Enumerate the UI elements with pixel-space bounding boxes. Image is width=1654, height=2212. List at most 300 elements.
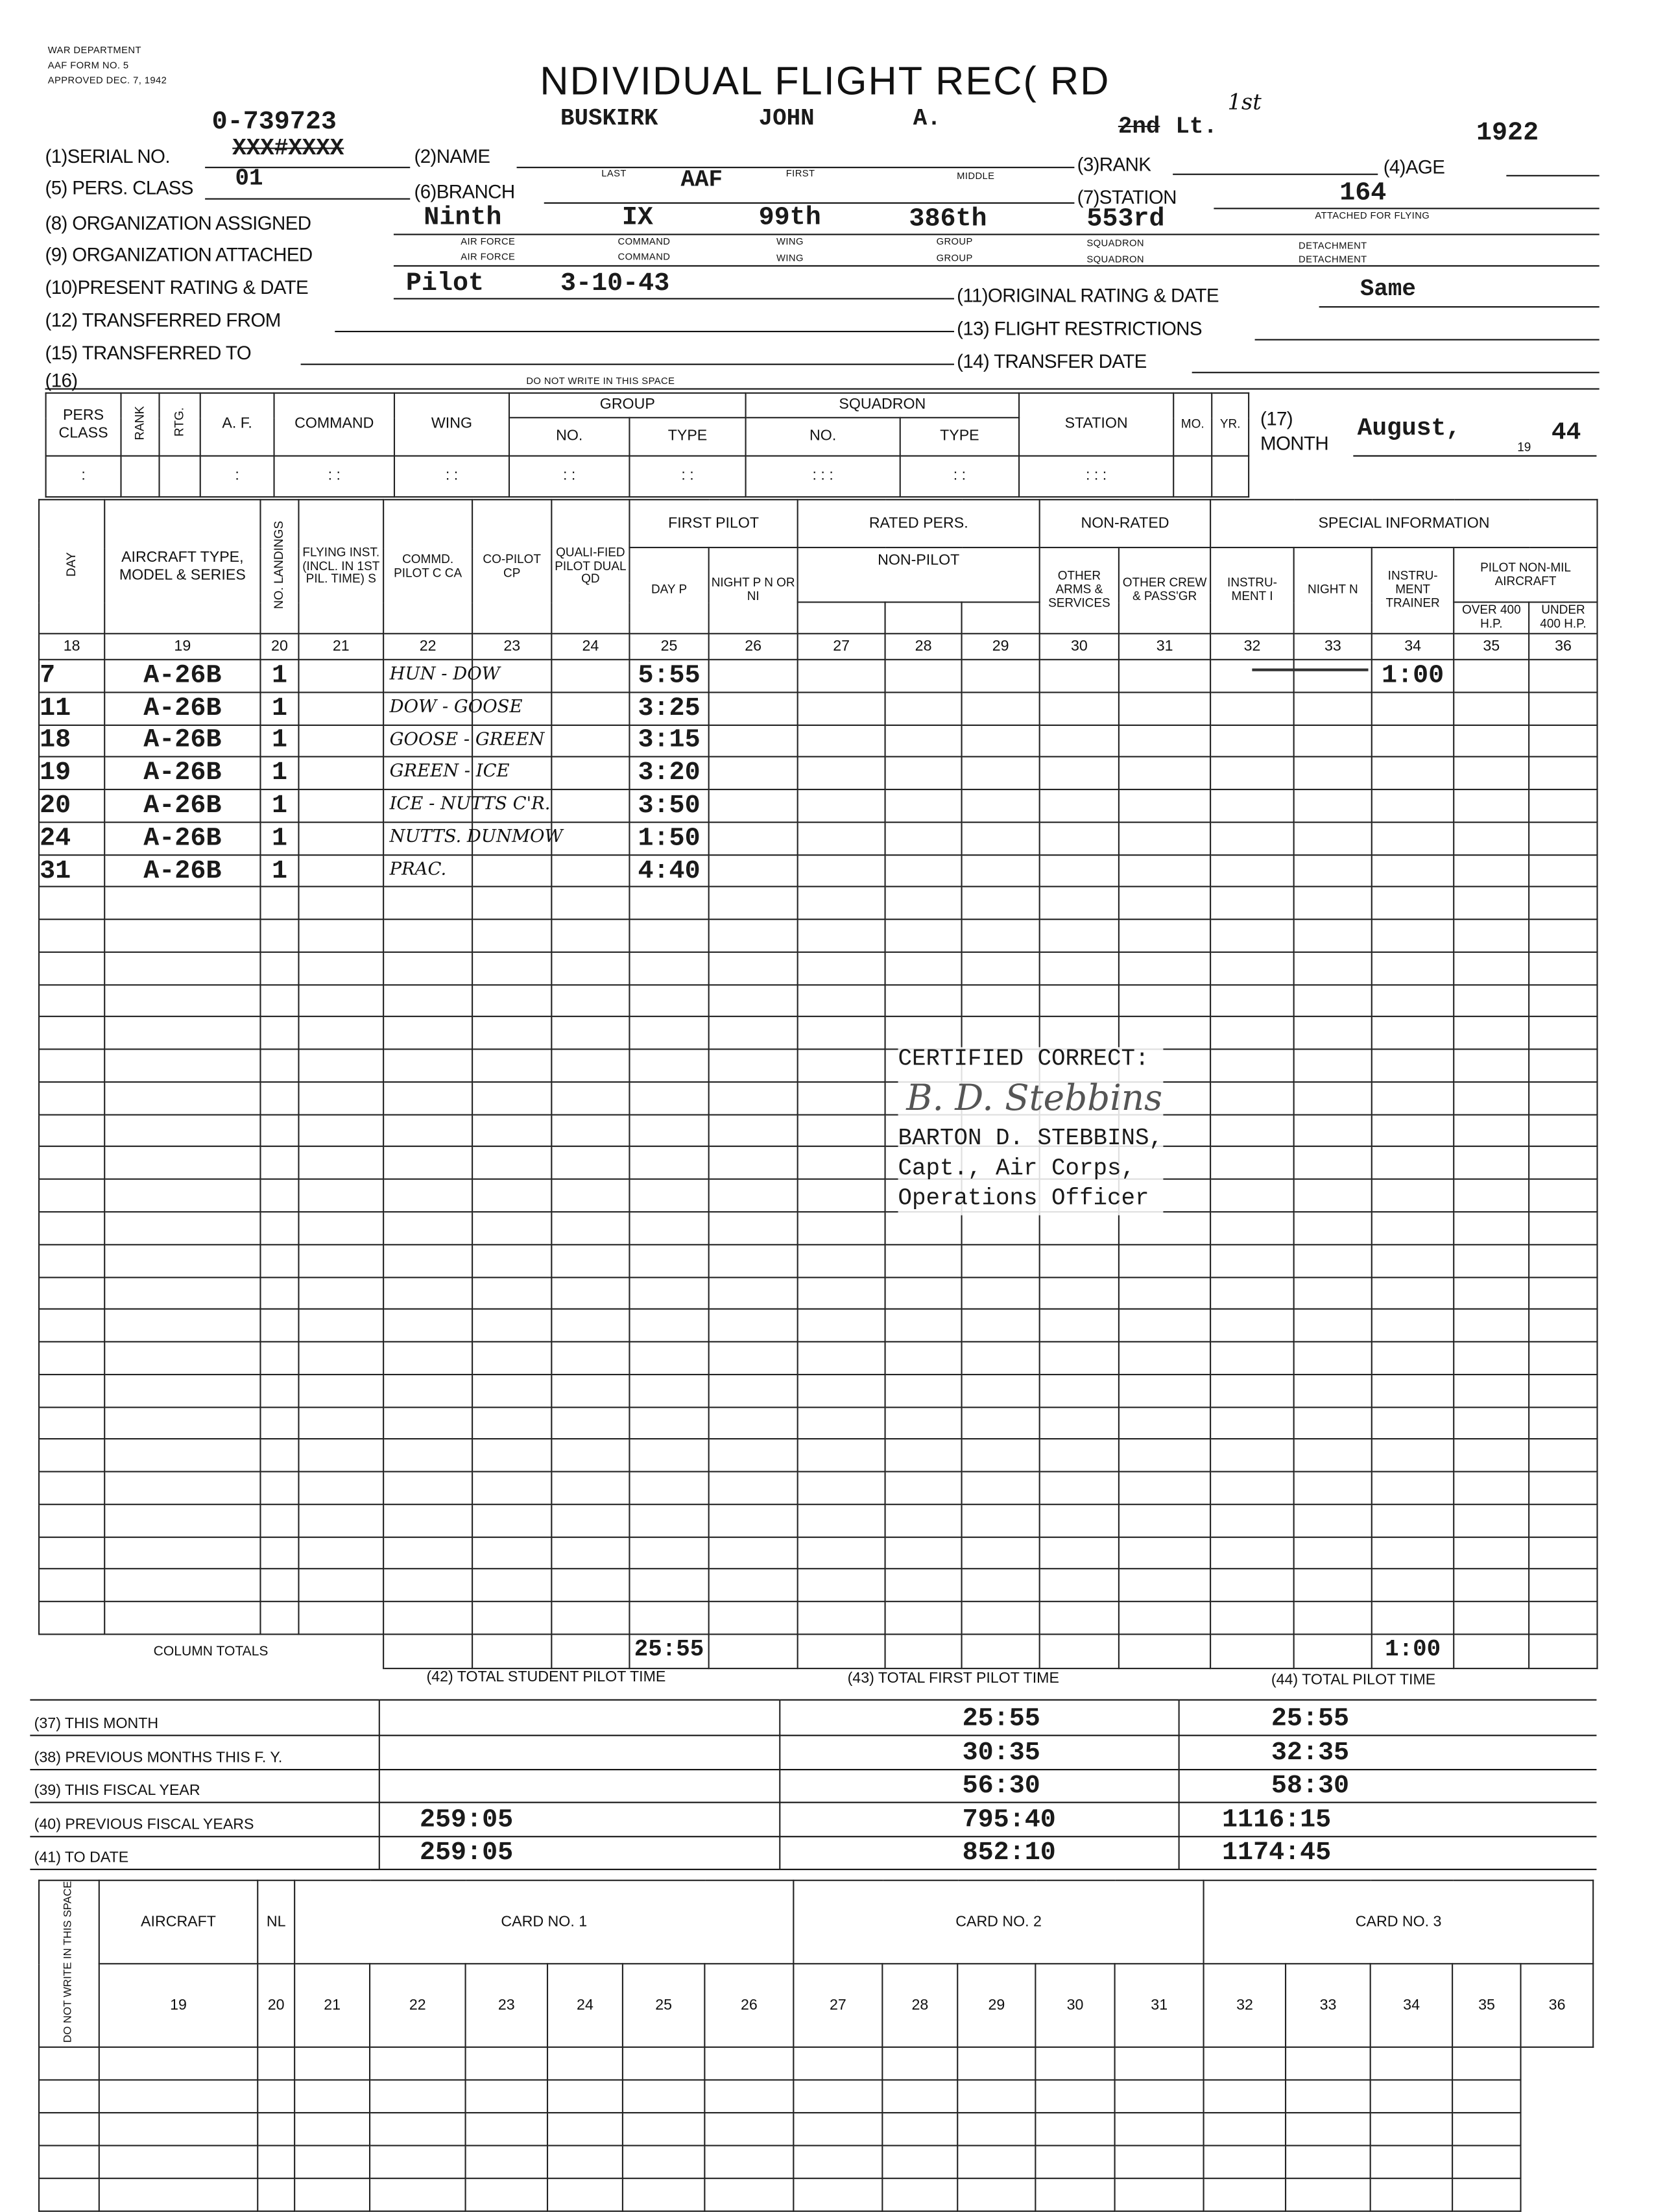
column-number: 25 — [629, 634, 708, 660]
header-instrument: INSTRU-MENT I — [1210, 547, 1294, 634]
log-cell — [798, 822, 885, 854]
log-cell — [260, 1569, 298, 1602]
log-cell — [709, 692, 798, 725]
log-cell — [260, 952, 298, 985]
header-mo: MO. — [1173, 393, 1212, 456]
log-cell — [709, 1342, 798, 1375]
card-column-number: 29 — [957, 1964, 1035, 2047]
log-cell — [1529, 660, 1597, 692]
log-cell — [298, 1309, 383, 1341]
total-pilot-time-value: 1174:45 — [1222, 1838, 1332, 1868]
log-cell — [1040, 1212, 1119, 1244]
header-day — [39, 499, 104, 634]
log-cell — [1454, 1569, 1529, 1602]
pers-class-value: 01 — [235, 167, 263, 193]
log-cell — [885, 1342, 962, 1375]
blank-row — [39, 1504, 1598, 1537]
log-cell — [1119, 1017, 1210, 1050]
log-cell — [1294, 822, 1372, 854]
card-side-label-text: DO NOT WRITE IN THIS SPACE — [62, 1881, 74, 2043]
flight-route: ICE - NUTTS C'R. — [389, 794, 551, 815]
flight-day: 31 — [39, 854, 104, 887]
log-cell — [885, 1407, 962, 1439]
log-cell — [709, 1017, 798, 1050]
card-cell — [294, 2178, 370, 2211]
log-cell — [1372, 1212, 1454, 1244]
header-night-p: NIGHT P N OR NI — [709, 547, 798, 634]
log-cell — [1294, 725, 1372, 757]
log-cell — [260, 1114, 298, 1147]
log-cell — [472, 1212, 551, 1244]
rating-sub-group: GROUP — [936, 254, 973, 264]
blank-row — [39, 1017, 1598, 1050]
card-cell — [99, 2080, 258, 2113]
log-cell — [1119, 952, 1210, 985]
blank-row — [39, 1147, 1598, 1179]
flight-day-time: 4:40 — [629, 854, 708, 887]
header-yr: YR. — [1212, 393, 1249, 456]
card-cell — [99, 2113, 258, 2146]
card-column-number: 20 — [258, 1964, 294, 2047]
log-cell — [798, 1147, 885, 1179]
header-non-rated: NON-RATED — [1040, 499, 1210, 547]
log-cell — [383, 822, 563, 854]
log-cell — [885, 887, 962, 919]
column-number: 32 — [1210, 634, 1294, 660]
card-cell — [793, 2080, 882, 2113]
flight-day: 18 — [39, 725, 104, 757]
log-cell — [1294, 919, 1372, 952]
flight-route: PRAC. — [389, 859, 447, 880]
flight-aircraft: A-26B — [104, 789, 260, 822]
log-cell — [885, 757, 962, 789]
student-time-value: 259:05 — [419, 1804, 514, 1834]
log-cell — [383, 1082, 472, 1114]
card-cell — [547, 2146, 623, 2179]
totals-row-label: (40) PREVIOUS FISCAL YEARS — [34, 1816, 254, 1833]
log-cell — [472, 725, 551, 757]
flight-route: NUTTS. DUNMOW — [389, 826, 563, 848]
log-cell — [260, 887, 298, 919]
column-number: 23 — [472, 634, 551, 660]
log-cell — [798, 1439, 885, 1472]
log-cell — [709, 789, 798, 822]
log-cell — [551, 757, 629, 789]
column-number: 29 — [962, 634, 1040, 660]
log-cell — [1529, 822, 1597, 854]
total-day-time: 25:55 — [629, 1634, 708, 1668]
card-cell — [258, 2146, 294, 2179]
log-cell — [885, 822, 962, 854]
section-16-field: : : — [629, 456, 745, 497]
log-cell — [962, 952, 1040, 985]
blank-row — [39, 1244, 1598, 1277]
header-rank — [121, 393, 160, 456]
log-cell — [1529, 725, 1597, 757]
header-day-p: DAY P — [629, 547, 708, 634]
total-cell — [1040, 1634, 1119, 1668]
log-cell — [104, 1375, 260, 1407]
log-cell — [885, 919, 962, 952]
blank-row — [39, 1472, 1598, 1504]
station-label: (7)STATION — [1077, 186, 1177, 208]
log-cell — [39, 1407, 104, 1439]
total-pilot-time-value: 32:35 — [1271, 1737, 1350, 1768]
log-cell — [1119, 919, 1210, 952]
log-cell — [1040, 1602, 1119, 1634]
log-cell — [1372, 1407, 1454, 1439]
log-cell — [298, 1244, 383, 1277]
log-cell — [1372, 1179, 1454, 1212]
certified-heading: CERTIFIED CORRECT: — [898, 1047, 1149, 1074]
log-cell — [298, 660, 383, 692]
card-cell — [39, 2080, 99, 2113]
name-label: (2)NAME — [414, 145, 490, 167]
column-number: 24 — [551, 634, 629, 660]
log-cell — [383, 1309, 472, 1341]
rank-correction: 1st — [1227, 88, 1262, 115]
log-cell — [260, 1050, 298, 1082]
log-cell — [629, 887, 708, 919]
log-cell — [885, 1537, 962, 1569]
original-rating-label: (11)ORIGINAL RATING & DATE — [957, 284, 1219, 307]
log-cell — [1294, 1504, 1372, 1537]
log-cell — [551, 1309, 629, 1341]
first-pilot-time-value: 795:40 — [962, 1804, 1056, 1834]
log-cell — [629, 952, 708, 985]
column-number: 35 — [1454, 634, 1529, 660]
log-cell — [1372, 1082, 1454, 1114]
flight-row — [39, 692, 1598, 725]
log-cell — [709, 985, 798, 1017]
log-cell — [260, 1017, 298, 1050]
log-cell — [260, 1407, 298, 1439]
first-pilot-time-value: 56:30 — [962, 1770, 1040, 1801]
log-cell — [1210, 1504, 1294, 1537]
log-cell — [798, 1244, 885, 1277]
log-cell — [1372, 725, 1454, 757]
card-row — [39, 2113, 1593, 2146]
card-1-header: CARD NO. 1 — [294, 1881, 793, 1964]
card-cell — [793, 2047, 882, 2080]
log-cell — [629, 1602, 708, 1634]
blank-row — [39, 1407, 1598, 1439]
log-cell — [709, 1212, 798, 1244]
log-cell — [962, 1569, 1040, 1602]
log-cell — [104, 1439, 260, 1472]
log-cell — [551, 887, 629, 919]
log-cell — [962, 1504, 1040, 1537]
log-cell — [798, 692, 885, 725]
log-cell — [551, 1050, 629, 1082]
log-cell — [298, 1082, 383, 1114]
card-cell — [39, 2113, 99, 2146]
log-cell — [298, 1569, 383, 1602]
card-cell — [1286, 2080, 1371, 2113]
log-cell — [709, 1244, 798, 1277]
log-cell — [709, 887, 798, 919]
log-cell — [472, 985, 551, 1017]
log-cell — [298, 887, 383, 919]
log-cell — [1119, 1407, 1210, 1439]
header-other-arms: OTHER ARMS & SERVICES — [1040, 547, 1119, 634]
totals-row-label: (37) THIS MONTH — [34, 1715, 159, 1733]
do-not-write-label: DO NOT WRITE IN THIS SPACE — [526, 377, 675, 387]
log-cell — [1529, 1602, 1597, 1634]
page-title: NDIVIDUAL FLIGHT REC( RD — [540, 60, 1110, 104]
card-column-number: 31 — [1115, 1964, 1204, 2047]
present-rating-date: 3-10-43 — [560, 268, 670, 298]
log-cell — [1210, 1114, 1294, 1147]
log-cell — [1040, 725, 1119, 757]
flight-aircraft: A-26B — [104, 725, 260, 757]
log-cell — [798, 1309, 885, 1341]
log-cell — [104, 1114, 260, 1147]
flight-row — [39, 725, 1598, 757]
log-cell — [1372, 1277, 1454, 1309]
log-cell — [1454, 1114, 1529, 1147]
log-cell — [1210, 1179, 1294, 1212]
log-cell — [1454, 1439, 1529, 1472]
log-cell — [551, 660, 629, 692]
log-cell — [1454, 1277, 1529, 1309]
flight-landings: 1 — [260, 822, 298, 854]
log-cell — [798, 952, 885, 985]
log-cell — [798, 1212, 885, 1244]
blank-row — [39, 952, 1598, 985]
log-cell — [104, 1277, 260, 1309]
log-cell — [1210, 854, 1294, 887]
log-cell — [885, 789, 962, 822]
log-cell — [104, 1147, 260, 1179]
log-cell — [260, 1472, 298, 1504]
header-pers-class: PERS CLASS — [46, 393, 121, 456]
section-16-field: : : : — [1019, 456, 1173, 497]
org-sub-group: GROUP — [936, 237, 973, 248]
header-af: A. F. — [200, 393, 274, 456]
org-group-value: 386th — [909, 204, 987, 234]
card-column-number: 27 — [793, 1964, 882, 2047]
blank-row — [39, 1212, 1598, 1244]
log-cell — [472, 1114, 551, 1147]
age-value: 1922 — [1476, 117, 1539, 148]
log-cell — [1529, 854, 1597, 887]
log-cell — [39, 1472, 104, 1504]
log-cell — [298, 919, 383, 952]
log-cell — [1119, 1277, 1210, 1309]
card-column-number: 26 — [704, 1964, 793, 2047]
log-cell — [298, 789, 383, 822]
log-cell — [472, 692, 551, 725]
flight-aircraft: A-26B — [104, 854, 260, 887]
log-cell — [104, 1244, 260, 1277]
log-cell — [1040, 789, 1119, 822]
log-cell — [798, 1537, 885, 1569]
log-cell — [629, 1569, 708, 1602]
log-cell — [39, 1569, 104, 1602]
log-cell — [629, 1309, 708, 1341]
log-cell — [629, 1472, 708, 1504]
log-cell — [39, 1277, 104, 1309]
log-cell — [1454, 952, 1529, 985]
log-cell — [1119, 1472, 1210, 1504]
log-cell — [1119, 887, 1210, 919]
header-co-pilot: CO-PILOT CP — [472, 499, 551, 634]
log-cell — [1210, 1375, 1294, 1407]
card-cell — [623, 2113, 704, 2146]
card-column-number: 30 — [1035, 1964, 1114, 2047]
card-column-number: 33 — [1286, 1964, 1371, 2047]
log-cell — [383, 692, 523, 725]
card-aircraft-header: AIRCRAFT — [99, 1881, 258, 1964]
log-cell — [1040, 952, 1119, 985]
log-cell — [1040, 757, 1119, 789]
log-cell — [885, 854, 962, 887]
column-number: 34 — [1372, 634, 1454, 660]
log-cell — [709, 757, 798, 789]
log-cell — [1372, 1114, 1454, 1147]
log-cell — [104, 1082, 260, 1114]
log-cell — [39, 985, 104, 1017]
org-sub-detachment: DETACHMENT — [1299, 242, 1367, 252]
card-cell — [1286, 2113, 1371, 2146]
log-cell — [798, 1082, 885, 1114]
log-cell — [260, 1277, 298, 1309]
flight-landings: 1 — [260, 660, 298, 692]
log-cell — [798, 1602, 885, 1634]
name-last-value: BUSKIRK — [560, 106, 658, 133]
log-cell — [885, 1569, 962, 1602]
log-cell — [709, 952, 798, 985]
log-cell — [1454, 1309, 1529, 1341]
log-cell — [472, 887, 551, 919]
log-cell — [1294, 1375, 1372, 1407]
log-cell — [551, 1147, 629, 1179]
log-cell — [798, 1179, 885, 1212]
log-cell — [1040, 854, 1119, 887]
pers-class-label: (5) PERS. CLASS — [45, 176, 193, 198]
attached-for-flying-label: ATTACHED FOR FLYING — [1315, 211, 1430, 222]
column-totals-row — [39, 1634, 1598, 1668]
column-number: 33 — [1294, 634, 1372, 660]
totals-row-label: (41) TO DATE — [34, 1850, 129, 1867]
log-cell — [551, 1375, 629, 1407]
card-cell — [1286, 2146, 1371, 2179]
log-cell — [1119, 1439, 1210, 1472]
log-cell — [298, 952, 383, 985]
log-cell — [1040, 1375, 1119, 1407]
flight-aircraft: A-26B — [104, 660, 260, 692]
card-cell — [957, 2113, 1035, 2146]
log-cell — [1454, 660, 1529, 692]
log-cell — [1372, 1147, 1454, 1179]
total-cell — [1210, 1634, 1294, 1668]
card-column-number: 34 — [1371, 1964, 1452, 2047]
flight-landings: 1 — [260, 692, 298, 725]
card-cell — [623, 2146, 704, 2179]
log-cell — [551, 1179, 629, 1212]
header-group: GROUP — [509, 393, 746, 418]
log-cell — [1529, 1082, 1597, 1114]
log-cell — [1294, 952, 1372, 985]
flight-day: 20 — [39, 789, 104, 822]
log-cell — [885, 1017, 962, 1050]
log-cell — [1529, 1179, 1597, 1212]
log-cell — [383, 1439, 472, 1472]
log-cell — [551, 952, 629, 985]
log-cell — [104, 1179, 260, 1212]
log-cell — [1294, 692, 1372, 725]
log-cell — [709, 660, 798, 692]
flight-route: GREEN - ICE — [389, 762, 510, 783]
log-cell — [383, 660, 500, 692]
first-pilot-time-value: 30:35 — [962, 1737, 1040, 1768]
blank-row — [39, 1277, 1598, 1309]
log-cell — [260, 1342, 298, 1375]
card-cell — [39, 2178, 99, 2211]
station-value: 164 — [1339, 177, 1387, 208]
log-cell — [1294, 1179, 1372, 1212]
card-column-number: 35 — [1452, 1964, 1520, 2047]
rating-sub-detachment: DETACHMENT — [1299, 256, 1367, 265]
total-pilot-time-value: 58:30 — [1271, 1770, 1350, 1801]
approval-date: APPROVED DEC. 7, 1942 — [47, 77, 167, 86]
log-cell — [798, 1114, 885, 1147]
org-squadron-value: 553rd — [1086, 204, 1165, 234]
log-cell — [104, 919, 260, 952]
year-prefix: 19 — [1517, 440, 1531, 454]
log-cell — [298, 1375, 383, 1407]
flight-aircraft: A-26B — [104, 822, 260, 854]
card-cell — [547, 2178, 623, 2211]
flight-day-time: 3:50 — [629, 789, 708, 822]
month-label: MONTH — [1260, 431, 1329, 454]
log-cell — [962, 660, 1040, 692]
log-cell — [298, 822, 383, 854]
log-cell — [39, 1602, 104, 1634]
column-totals-label: COLUMN TOTALS — [39, 1634, 383, 1668]
log-cell — [383, 1537, 472, 1569]
column-number: 27 — [798, 634, 885, 660]
card-cell — [258, 2113, 294, 2146]
log-cell — [629, 1212, 708, 1244]
log-cell — [962, 757, 1040, 789]
section-16-field — [121, 456, 160, 497]
card-cell — [370, 2080, 466, 2113]
log-cell — [1454, 854, 1529, 887]
header-27 — [798, 602, 885, 633]
card-cell — [704, 2146, 793, 2179]
log-cell — [1454, 985, 1529, 1017]
log-cell — [1454, 1050, 1529, 1082]
log-cell — [885, 692, 962, 725]
log-cell — [709, 1147, 798, 1179]
log-cell — [472, 1602, 551, 1634]
card-cell — [1115, 2080, 1204, 2113]
card-3-header: CARD NO. 3 — [1204, 1881, 1594, 1964]
rank-label: (3)RANK — [1077, 153, 1151, 175]
header-student-time: (42) TOTAL STUDENT PILOT TIME — [426, 1669, 666, 1686]
first-pilot-time-value: 25:55 — [962, 1703, 1040, 1734]
rating-sub-wing: WING — [776, 254, 804, 264]
log-cell — [1454, 725, 1529, 757]
log-cell — [1529, 1244, 1597, 1277]
student-time-value: 259:05 — [419, 1838, 514, 1868]
log-cell — [383, 1375, 472, 1407]
branch-value: AAF — [680, 168, 723, 195]
log-cell — [1119, 1375, 1210, 1407]
log-cell — [1529, 919, 1597, 952]
